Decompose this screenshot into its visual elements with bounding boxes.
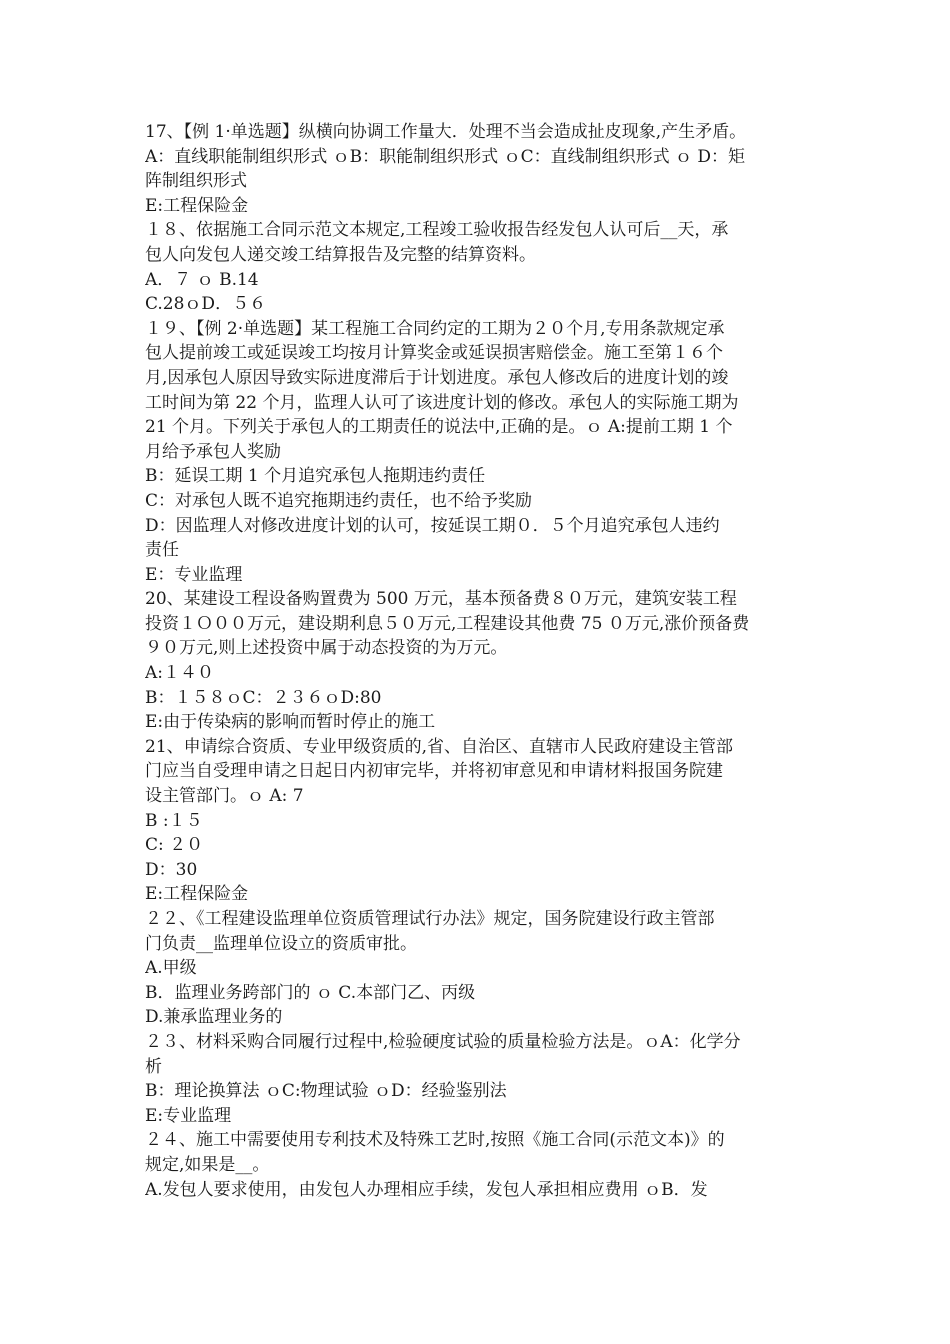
text-line: D：30	[145, 859, 198, 880]
text-line: B :１５	[145, 810, 203, 831]
text-line: B：延误工期 1 个月追究承包人拖期违约责任	[145, 466, 486, 487]
text-line: 17、【例 1·单选题】纵横向协调工作量大．处理不当会造成扯皮现象,产生矛盾。	[145, 122, 747, 142]
text-line: 析	[145, 1056, 162, 1077]
text-line: 月,因承包人原因导致实际进度滞后于计划进度。承包人修改后的进度计划的竣	[145, 367, 729, 388]
text-line: A.发包人要求使用，由发包人办理相应手续，发包人承担相应费用 ｏB．发	[145, 1179, 708, 1200]
text-line: 投资１Ｏ００万元，建设期利息５０万元,工程建设其他费 75 ０万元,涨价预备费	[145, 613, 750, 634]
text-line: 责任	[145, 540, 179, 561]
text-line: B：理论换算法 ｏC:物理试验 ｏD：经验鉴别法	[145, 1081, 507, 1102]
text-line: C：对承包人既不追究拖期违约责任，也不给予奖励	[145, 490, 533, 511]
text-line: A:１４０	[145, 663, 215, 684]
text-line: 月给予承包人奖励	[145, 441, 281, 462]
text-line: 包人提前竣工或延误竣工均按月计算奖金或延误损害赔偿金。施工至第１６个	[145, 343, 723, 364]
text-line: 包人向发包人递交竣工结算报告及完整的结算资料。	[145, 244, 536, 265]
text-line: 门应当自受理申请之日起日内初审完毕，并将初审意见和申请材料报国务院建	[145, 761, 723, 782]
text-line: E:专业监理	[145, 1105, 232, 1126]
text-line: A．７ ｏ B.14	[145, 269, 259, 290]
text-line: 工时间为第 22 个月，监理人认可了该进度计划的修改。承包人的实际施工期为	[145, 392, 739, 413]
text-line: E：专业监理	[145, 564, 243, 585]
text-line: 21、申请综合资质、专业甲级资质的,省、自治区、直辖市人民政府建设主管部	[145, 736, 734, 757]
text-line: ２３、材料采购合同履行过程中,检验硬度试验的质量检验方法是。ｏA：化学分	[145, 1031, 741, 1052]
text-line: A.甲级	[145, 958, 197, 979]
text-line: B．监理业务跨部门的 ｏ C.本部门乙、丙级	[145, 982, 476, 1003]
text-line: １９、【例 2·单选题】某工程施工合同约定的工期为２０个月,专用条款规定承	[145, 318, 725, 339]
text-line: E:工程保险金	[145, 195, 249, 216]
text-line: 规定,如果是__。	[145, 1154, 270, 1175]
text-line: １８、依据施工合同示范文本规定,工程竣工验收报告经发包人认可后__天，承	[145, 220, 729, 241]
text-line: 设主管部门。ｏ A: 7	[145, 786, 304, 807]
text-line: E:由于传染病的影响而暂时停止的施工	[145, 712, 436, 733]
text-line: ９０万元,则上述投资中属于动态投资的为万元。	[145, 638, 508, 659]
text-line: C: ２０	[145, 835, 204, 856]
text-line: B：１５８ｏC：２３６ｏD:80	[145, 687, 382, 708]
text-line: 20、某建设工程设备购置费为 500 万元，基本预备费８０万元，建筑安装工程	[145, 589, 737, 610]
text-line: A：直线职能制组织形式 ｏB：职能制组织形式 ｏC：直线制组织形式 ｏ D：矩	[145, 146, 746, 167]
text-line: ２４、施工中需要使用专利技术及特殊工艺时,按照《施工合同(示范文本)》的	[145, 1130, 725, 1151]
text-line: ２２、《工程建设监理单位资质管理试行办法》规定，国务院建设行政主管部	[145, 909, 715, 929]
text-line: 阵制组织形式	[145, 171, 247, 192]
document-body	[145, 120, 810, 1202]
text-line: C.28ｏD．５６	[145, 294, 267, 315]
text-line: D：因监理人对修改进度计划的认可，按延误工期０．５个月追究承包人违约	[145, 515, 720, 536]
text-line: 21 个月。下列关于承包人的工期责任的说法中,正确的是。ｏ A:提前工期 1 个	[145, 417, 733, 438]
text-line: D.兼承监理业务的	[145, 1007, 283, 1028]
text-line: E:工程保险金	[145, 884, 249, 905]
text-line: 门负责__监理单位设立的资质审批。	[145, 933, 417, 954]
